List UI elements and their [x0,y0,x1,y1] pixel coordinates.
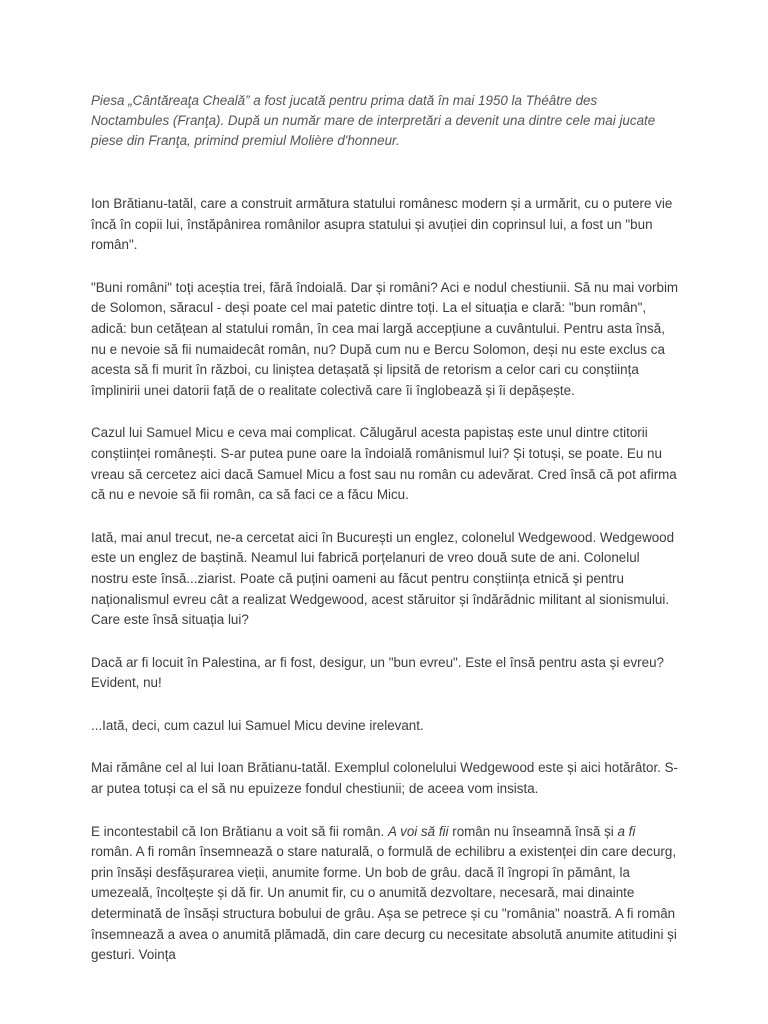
paragraph-8-text-c: român. A fi român însemnează o stare naturală, o formulă de echilibru a existenței din care decurg, prin însăși desfășurarea vieții, anumite forme. Un bob de grâu. dacă îl îngropi în pământ, la umezeală, încolțește și dă fir. Un anumit fir, cu o anumită dezvoltare, necesară, mai dinainte determinată de însăși structura bobului de grâu. Așa se petrece și cu "românia" noastră. A fi român însemnează a avea o anumită plămadă, din care decurg cu necesitate absolută anumite atitudini și gesturi. Voința [91,844,677,963]
intro-note: Piesa „Cântăreaţa Cheală” a fost jucată pentru prima dată în mai 1950 la Théâtre des Noctambules (Franţa). După un număr mare de interpretări a devenit una dintre cele mai jucate piese din Franţa, primind premiul Molière d'honneur. [91,93,656,148]
paragraph-8 [91,822,679,966]
paragraph-8-text-b: român nu înseamnă însă și [448,823,618,839]
paragraph-6: ...Iată, deci, cum cazul lui Samuel Micu devine irelevant. [91,717,424,733]
paragraph-8-italic-a: A voi să fii [387,823,449,839]
paragraph-8-italic-b: a fi [617,823,636,839]
paragraph-7: Mai rămâne cel al lui Ioan Brătianu-tatăl. Exemplul colonelului Wedgewood este și aici hotărâtor. S-ar putea totuși ca el să nu epuizeze fondul chestiunii; de aceea vom insista. [91,760,679,797]
paragraph-5: Dacă ar fi locuit în Palestina, ar fi fost, desigur, un "bun evreu". Este el însă pentru asta și evreu? Evident, nu! [91,654,664,691]
paragraph-4: Iată, mai anul trecut, ne-a cercetat aici în București un englez, colonelul Wedgewood. Wedgewood este un englez de baștină. Neamul lui fabrică porțelanuri de vreo două sute de ani. Colonelul nostru este însă...ziarist. Poate că puțini oameni au făcut pentru conștiința etnică și pentru naționalismul evreu cât a realizat Wedgewood, acest stăruitor și îndărădnic militant al sionismului. Care este însă situația lui? [91,529,675,628]
paragraph-2: "Buni români" toți aceștia trei, fără îndoială. Dar și români? Aci e nodul chestiunii. Să nu mai vorbim de Solomon, săracul - deși poate cel mai patetic dintre toți. La el situația e clară: "bun român", adică: bun cetățean al statului român, în cea mai largă accepțiune a cuvântului. Pentru asta însă, nu e nevoie să fii numaidecât român, nu? După cum nu e Bercu Solomon, deși nu este exclus ca acesta să fi murit în război, cu liniștea detașată și lipsită de retorism a celor cari cu conștiința împlinirii unei datorii față de o realitate colectivă care îi înglobează și îi depășește. [91,279,679,398]
document-page [91,91,679,988]
paragraph-1: Ion Brătianu-tatăl, care a construit armătura statului românesc modern și a urmărit, cu o putere vie încă în copii lui, înstăpânirea românilor asupra statului și avuției din coprinsul lui, a fost un "bun român". [91,196,673,253]
paragraph-8-text-a: E incontestabil că Ion Brătianu a voit să fii român. [91,823,388,839]
paragraph-3: Cazul lui Samuel Micu e ceva mai complicat. Călugărul acesta papistaș este unul dintre ctitorii conștiinței românești. S-ar putea pune oare la îndoială românismul lui? Și totuși, se poate. Eu nu vreau să cercetez aici dacă Samuel Micu a fost sau nu român cu adevărat. Cred însă că pot afirma că nu e nevoie să fii român, ca să faci ce a făcu Micu. [91,425,677,503]
